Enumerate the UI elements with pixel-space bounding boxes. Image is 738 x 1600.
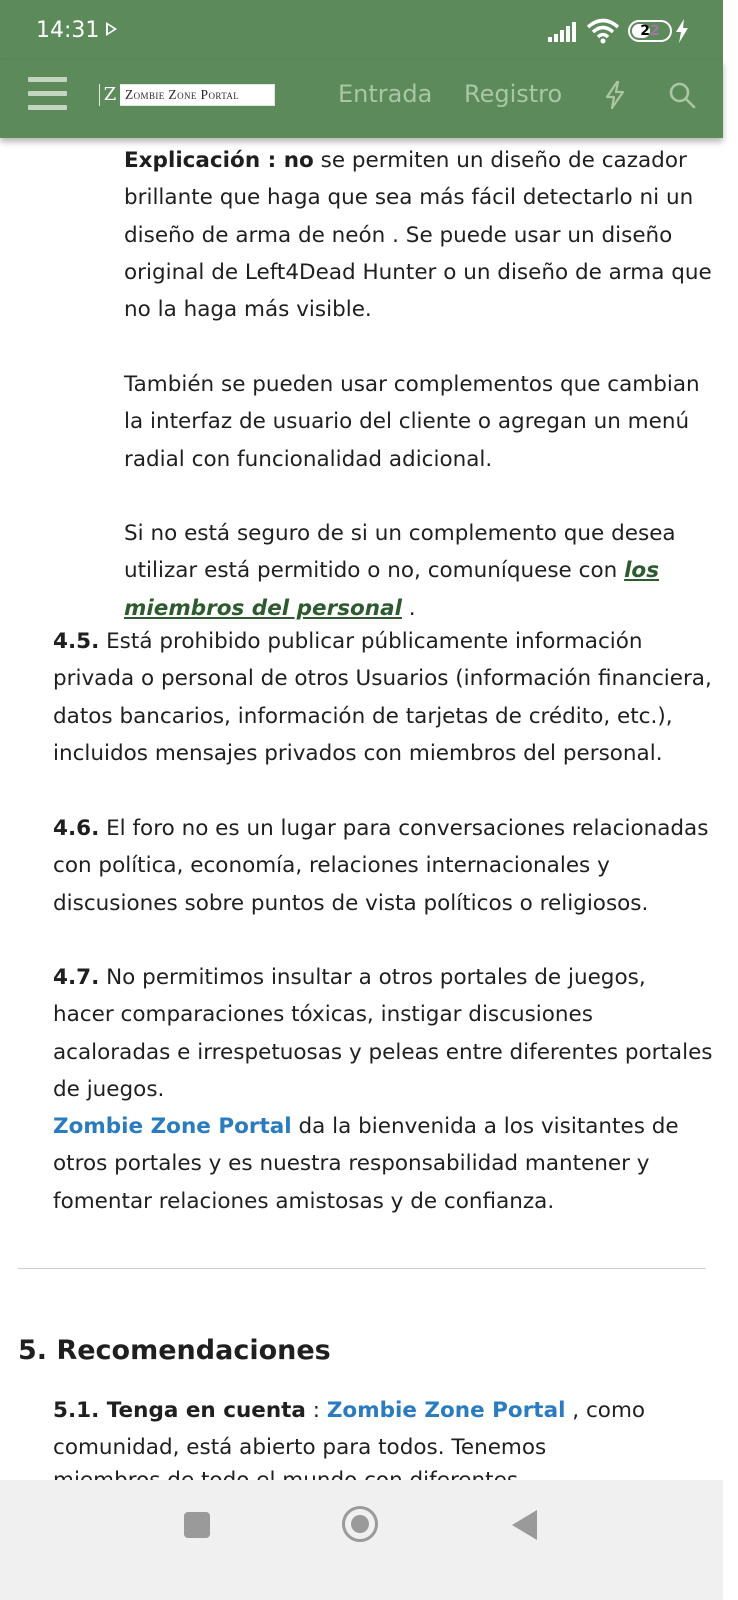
hamburger-menu-icon[interactable] (28, 77, 68, 111)
signal-icon (548, 22, 578, 42)
contact-text: Si no está seguro de si un complemento que desea utilizar está permitido o no, comuníquese con (124, 521, 676, 584)
contact-paragraph (124, 515, 714, 627)
status-bar (0, 0, 723, 60)
battery-icon (628, 20, 672, 42)
rule-4-5-number: 4.5. (53, 629, 100, 654)
media-play-icon (106, 22, 117, 36)
wifi-icon (586, 18, 620, 44)
rule-4-5 (53, 623, 713, 772)
logo-letter: Z (100, 84, 120, 106)
rule-5-1 (53, 1392, 713, 1467)
login-link[interactable]: Entrada (338, 80, 433, 108)
zombie-zone-portal-link[interactable]: Zombie Zone Portal (53, 1114, 292, 1139)
explanation-text: se permiten un diseño de cazador brillante que haga que sea más fácil detectarlo ni un diseño de arma de neón . Se puede usar un diseño original de Left4Dead Hunter o un diseño de arma que no la haga más visible. (124, 148, 712, 323)
section-divider (18, 1268, 706, 1269)
charging-icon (675, 19, 689, 43)
welcome-paragraph (53, 1108, 713, 1220)
register-link[interactable]: Registro (464, 80, 563, 108)
rule-4-7-number: 4.7. (53, 965, 100, 990)
zombie-zone-portal-link-2[interactable]: Zombie Zone Portal (326, 1398, 566, 1423)
search-icon[interactable] (668, 81, 696, 109)
logo-text: Zombie Zone Portal (125, 87, 240, 102)
site-logo[interactable] (99, 84, 275, 106)
rule-4-7-text: No permitimos insultar a otros portales de juegos, hacer comparaciones tóxicas, instigar discusiones acaloradas e irrespetuosas y peleas entre diferentes portales de juegos. (53, 965, 713, 1102)
rule-4-6-text: El foro no es un lugar para conversaciones relacionadas con política, economía, relaciones internacionales y discusiones sobre puntos de vista políticos o religiosos. (53, 816, 709, 916)
recent-apps-icon[interactable] (184, 1512, 210, 1538)
rule-5-1-cut-line (53, 1462, 713, 1482)
status-time: 14:31 (36, 18, 100, 43)
rule-5-1-text: , como comunidad, está abierto para todos. Tenemos (53, 1398, 646, 1461)
rule-4-7 (53, 959, 713, 1108)
contact-text-end: . (401, 595, 416, 621)
top-navbar (0, 60, 723, 138)
explanation-paragraph (124, 142, 714, 328)
staff-members-link[interactable]: los miembros del personal (124, 558, 659, 621)
section-5-heading: 5. Recomendaciones (18, 1335, 331, 1366)
lightning-icon[interactable] (603, 80, 627, 110)
explanation-lead: Explicación : no (124, 148, 314, 173)
rule-5-1-lead: 5.1. Tenga en cuenta (53, 1398, 306, 1423)
rule-4-6 (53, 810, 713, 922)
welcome-text: da la bienvenida a los visitantes de otros portales y es nuestra responsabilidad mantener y fomentar relaciones amistosas y de confianza. (53, 1114, 679, 1214)
rule-4-6-number: 4.6. (53, 816, 100, 841)
rule-4-5-text: Está prohibido publicar públicamente información privada o personal de otros Usuarios (información financiera, datos bancarios, información de tarjetas de crédito, etc.), incluidos mensajes privados con miembros del personal. (53, 629, 712, 766)
home-icon[interactable] (342, 1506, 378, 1542)
back-icon[interactable] (512, 1510, 537, 1540)
system-navigation-bar (0, 1480, 723, 1600)
article-content (0, 138, 723, 1480)
addons-paragraph: También se pueden usar complementos que cambian la interfaz de usuario del cliente o agregan un menú radial con funcionalidad adicional. (124, 372, 700, 472)
battery-level: 22 (640, 23, 660, 39)
rule-5-1-sep: : (305, 1398, 327, 1423)
